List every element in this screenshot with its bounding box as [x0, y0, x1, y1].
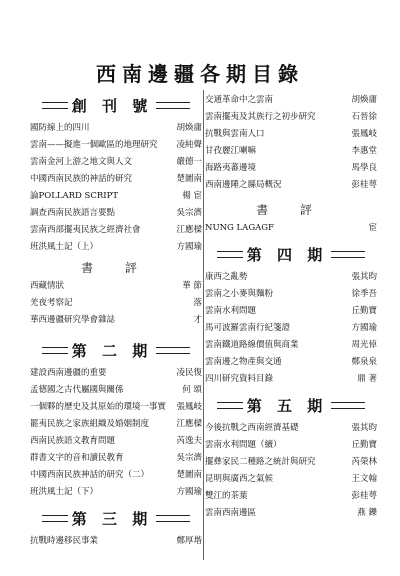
entry-title: 昆明與廣西之氣候 [205, 474, 274, 484]
toc-entry [30, 467, 202, 484]
entry-title: 一個夥的歷史及其原始的環境一事實 [30, 402, 167, 412]
entry-author: 楚圖南 [176, 470, 202, 480]
issue4-list [205, 269, 377, 388]
entry-author: 鄭泉泉 [351, 357, 377, 367]
section-heading-label: 創 刊 號 [71, 96, 153, 115]
toc-entry [205, 109, 377, 126]
entry-author: 丘勤寶 [351, 306, 377, 316]
toc-entry [30, 205, 202, 222]
section-heading-issue2 [30, 339, 202, 361]
entry-title: 雲南鐵道路線價值與商業 [205, 340, 299, 350]
toc-entry [30, 399, 202, 416]
entry-title: 西南邊陲之縣局概況 [205, 180, 282, 190]
left-column [30, 92, 202, 550]
entry-title: 群書文字的音和讀民教育 [30, 453, 124, 463]
entry-title: 論POLLARD SCRIPT [30, 191, 119, 201]
entry-author: 丘勤寶 [351, 440, 377, 450]
entry-title: 班洪風土記（上） [30, 242, 99, 252]
entry-title: 華西邊疆研究學會雜誌 [30, 315, 116, 325]
entry-title: 中國西南民族神話的研究（二） [30, 470, 150, 480]
section-heading-label: 第 二 期 [71, 341, 153, 360]
section-heading-issue3 [30, 507, 202, 529]
entry-author: 方國瑜 [176, 242, 202, 252]
toc-entry [30, 312, 202, 329]
entry-author: 石晉徐 [351, 112, 377, 122]
entry-author: 凌純聲 [176, 140, 202, 150]
toc-entry [205, 454, 377, 471]
entry-author: 江應樑 [176, 419, 202, 429]
entry-title: 馬可波羅雲南行紀箋證 [205, 323, 291, 333]
entry-author: 鄭厚堦 [176, 536, 202, 546]
entry-author: 方國瑜 [176, 487, 202, 497]
section-heading-issue5 [205, 394, 377, 416]
entry-author: 彭桂萼 [351, 180, 377, 190]
heading-rule [156, 102, 190, 109]
entry-author: 方國瑜 [351, 323, 377, 333]
entry-author: 何 頌 [182, 385, 202, 395]
entry-title: 雲南水利問題（續） [205, 440, 282, 450]
entry-title: 西藏情狀 [30, 281, 65, 291]
entry-author: 李惠堂 [351, 146, 377, 156]
toc-entry [30, 450, 202, 467]
entry-author: 吳宗濟 [176, 208, 202, 218]
entry-author: 江應樑 [176, 225, 202, 235]
heading-rule [156, 515, 190, 522]
heading-rule [156, 347, 190, 354]
issue3-reviews-list [205, 220, 377, 237]
heading-rule [42, 347, 68, 354]
entry-title: 雲南西南邊區 [205, 508, 257, 518]
toc-entry [30, 433, 202, 450]
entry-author: 張鳳岐 [351, 129, 377, 139]
heading-rule [42, 515, 68, 522]
section-heading-label: 第 三 期 [71, 509, 153, 528]
toc-entry [30, 365, 202, 382]
toc-entry [205, 220, 377, 237]
toc-entry [205, 286, 377, 303]
column-divider [203, 90, 204, 560]
toc-entry [30, 295, 202, 312]
heading-rule [217, 402, 243, 409]
entry-title: 建設西南邊疆的重要 [30, 368, 107, 378]
entry-title: 羌夜考察記 [30, 298, 73, 308]
entry-title: 雲南金河上游之地文與人文 [30, 157, 133, 167]
toc-entry [205, 471, 377, 488]
heading-rule [42, 102, 68, 109]
toc-entry [205, 337, 377, 354]
entry-title: 孟德國之古代屬國與關係 [30, 385, 124, 395]
reviews-heading-issue3: 書 評 [256, 203, 326, 217]
entry-author: 芮逸夫 [176, 436, 202, 446]
issue2-list [30, 365, 202, 501]
toc-entry [205, 420, 377, 437]
entry-author: 張其昀 [351, 272, 377, 282]
toc-entry [205, 354, 377, 371]
toc-entry [205, 143, 377, 160]
entry-title: 交通革命中之雲南 [205, 95, 274, 105]
entry-title: 雲南——擬進一個歐區的地理研究 [30, 140, 158, 150]
entry-author: 芮榮林 [351, 457, 377, 467]
toc-entry [205, 437, 377, 454]
entry-title: 康西之亂勢 [205, 272, 248, 282]
entry-author: 周光倬 [351, 340, 377, 350]
heading-rule [331, 402, 365, 409]
entry-author: 才 [193, 315, 202, 325]
page-title: 西南邊疆各期目錄 [96, 62, 304, 86]
heading-rule [331, 251, 365, 258]
toc-entry [30, 154, 202, 171]
entry-author: 華 節 [182, 281, 202, 291]
heading-rule [217, 251, 243, 258]
toc-entry [30, 171, 202, 188]
toc-entry [205, 303, 377, 320]
issue3-continued-list [205, 92, 377, 194]
entry-title: 班洪風土記（下） [30, 487, 99, 497]
entry-title: 四川研究資料目錄 [205, 374, 274, 384]
toc-entry [205, 160, 377, 177]
toc-entry [30, 120, 202, 137]
entry-author: 落 [193, 298, 202, 308]
entry-author: 彭桂萼 [351, 491, 377, 501]
entry-author: 嚴德一 [176, 157, 202, 167]
toc-entry [205, 269, 377, 286]
entry-author: 鼎 著 [357, 374, 377, 384]
toc-entry [205, 488, 377, 505]
entry-title: 雲南之小麥與麵粉 [205, 289, 274, 299]
toc-entry [205, 92, 377, 109]
toc-entry [205, 177, 377, 194]
entry-author: 馬學良 [351, 163, 377, 173]
entry-title: 抗戰時邊移民事業 [30, 536, 99, 546]
issue3-list [30, 533, 202, 550]
right-column [205, 92, 377, 522]
reviews-heading-issue1: 書 評 [81, 261, 151, 275]
toc-entry [30, 137, 202, 154]
toc-entry [30, 533, 202, 550]
entry-title: 雲南擺夷及其族行之初步研究 [205, 112, 316, 122]
toc-entry [30, 382, 202, 399]
entry-author: 凌民復 [176, 368, 202, 378]
section-heading-label: 第 五 期 [246, 396, 328, 415]
toc-entry [30, 484, 202, 501]
entry-title: 甘孜麗江喇嘛 [205, 146, 257, 156]
entry-title: 罷夷民族之家族組織及婚姻制度 [30, 419, 150, 429]
entry-author: 胡煥庸 [351, 95, 377, 105]
section-heading-label: 第 四 期 [246, 245, 328, 264]
issue5-list [205, 420, 377, 522]
entry-author: 楊 宦 [182, 191, 202, 201]
section-heading-issue1 [30, 94, 202, 116]
toc-entry [30, 188, 202, 205]
issue1-list [30, 120, 202, 256]
toc-entry [30, 278, 202, 295]
toc-entry [30, 222, 202, 239]
toc-entry [205, 371, 377, 388]
entry-title: 雲南邊之物產與交通 [205, 357, 282, 367]
entry-author: 吳宗濟 [176, 453, 202, 463]
toc-entry [205, 320, 377, 337]
entry-title: 抗戰與雲南人口 [205, 129, 265, 139]
toc-entry [205, 126, 377, 143]
toc-entry [30, 239, 202, 256]
entry-author: 張鳳岐 [176, 402, 202, 412]
entry-title: 雙江的茶葉 [205, 491, 248, 501]
entry-title: 國防線上的四川 [30, 123, 90, 133]
issue1-reviews-list [30, 278, 202, 329]
entry-title: 西南民族語文教育問題 [30, 436, 116, 446]
entry-author: 燕 鑠 [357, 508, 377, 518]
entry-title: 今後抗戰之西南經濟基礎 [205, 423, 299, 433]
entry-author: 胡煥庸 [176, 123, 202, 133]
entry-author: 張其昀 [351, 423, 377, 433]
entry-title: 雲南西部擺夷民族之經濟社會 [30, 225, 141, 235]
entry-author: 徐季吾 [351, 289, 377, 299]
section-heading-issue4 [205, 243, 377, 265]
entry-author: 楚圖南 [176, 174, 202, 184]
entry-title: 調查西南民族語言要點 [30, 208, 116, 218]
entry-author: 王文翰 [351, 474, 377, 484]
entry-title: NUNG LAGAGF [205, 223, 274, 233]
entry-title: 雲南水利問題 [205, 306, 257, 316]
entry-title: 海路夷蕃邊境 [205, 163, 257, 173]
entry-title: 擺彝家民二種路之統計與研究 [205, 457, 316, 467]
entry-title: 中國西南民族的神話的研究 [30, 174, 133, 184]
toc-entry [30, 416, 202, 433]
entry-author: 宦 [368, 223, 377, 233]
toc-entry [205, 505, 377, 522]
